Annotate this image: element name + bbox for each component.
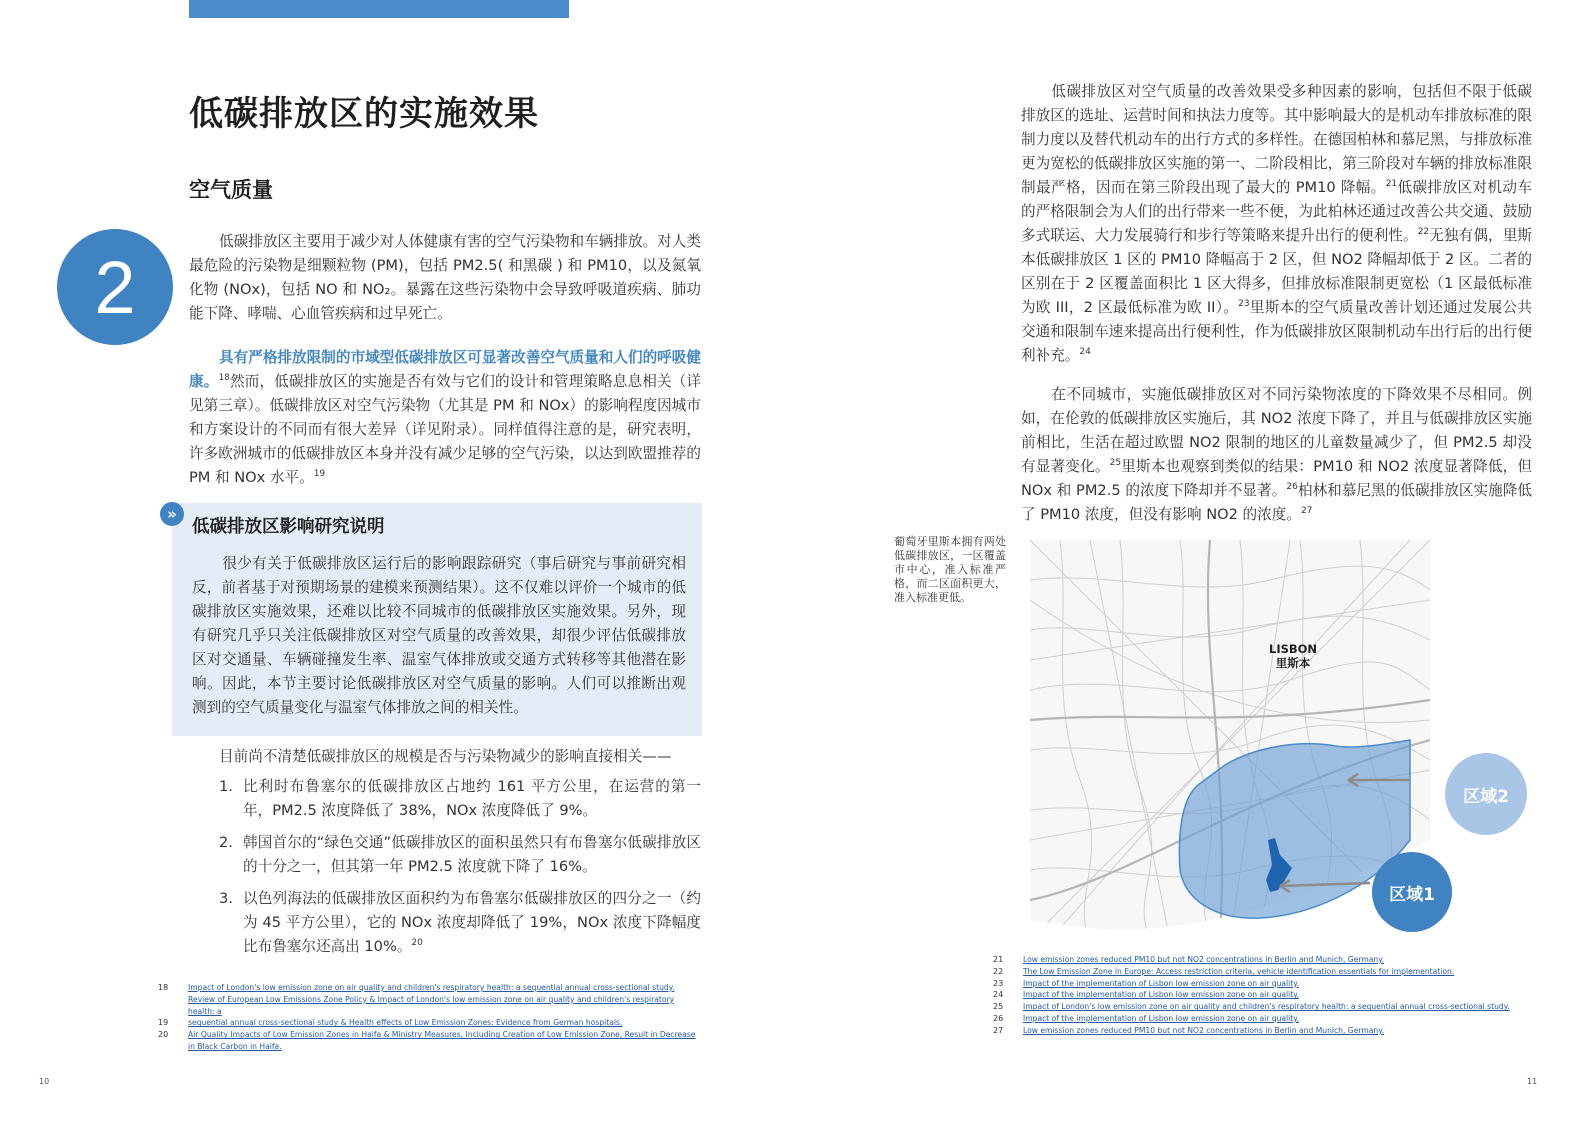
footnote-link[interactable]: Review of European Low Emissions Zone Policy & Impact of London's low emission zone on air quality and children's respiratory health: a bbox=[188, 994, 675, 1016]
footnote-ref[interactable]: 22 bbox=[1417, 227, 1430, 238]
chapter-title: 低碳排放区的实施效果 bbox=[189, 94, 539, 134]
city-name-en: LISBON bbox=[1269, 642, 1318, 656]
intro-paragraph-text: 低碳排放区主要用于减少对人体健康有害的空气污染物和车辆排放。对人类最危险的污染物是细颗粒物 (PM)，包括 PM2.5( 和黑碳 ) 和 PM10，以及氮氧化物 (NOx)，包括 NO 和 NO₂。暴露在这些污染物中会导致呼吸道疾病、肺功能下降、哮喘、心血管疾病和过早死亡。 bbox=[189, 233, 701, 322]
footnote-link[interactable]: Impact of London's low emission zone on air quality and children's respiratory health: a sequential annual cross-sectional study. bbox=[188, 983, 675, 992]
factors-text-d: 里斯本的空气质量改善计划还通过发展公共交通和限制车速来提高出行便利性，作为低碳排放区限制机动车出行后的出行便利补充。 bbox=[1021, 299, 1532, 364]
list-item-number: 1. bbox=[219, 778, 233, 795]
footnote-link[interactable]: Air Quality Impacts of Low Emission Zones in Haifa & Ministry Measures, Including Creation of Low Emission Zone, Result in Decrease in Black Carbon in Haifa. bbox=[188, 1030, 696, 1051]
footnote-ref[interactable]: 20 bbox=[411, 938, 423, 949]
intro-paragraph bbox=[189, 230, 701, 326]
footnote-ref[interactable]: 18 bbox=[218, 373, 230, 384]
footnote-link[interactable]: Impact of the implementation of Lisbon low emission zone on air quality. bbox=[1023, 1013, 1300, 1023]
list-item-text: 比利时布鲁塞尔的低碳排放区占地约 161 平方公里，在运营的第一年，PM2.5 浓度降低了 38%，NOx 浓度降低了 9%。 bbox=[243, 778, 701, 819]
footnote-ref[interactable]: 25 bbox=[1109, 458, 1122, 469]
zone1-badge[interactable]: 区域1 bbox=[1372, 852, 1452, 932]
top-accent-bar bbox=[189, 0, 569, 18]
highlight-paragraph-text: 然而，低碳排放区的实施是否有效与它们的设计和管理策略息息相关（详见第三章）。低碳排放区对空气污染物（尤其是 PM 和 NOx）的影响程度因城市和方案设计的不同而有很大差异（详见附录）。同样值得注意的是，研究表明，许多欧洲城市的低碳排放区本身并没有减少足够的空气污染，以达到欧盟推荐的 PM 和 NOx 水平。 bbox=[189, 373, 701, 486]
cities-text-a: 在不同城市，实施低碳排放区对不同污染物浓度的下降效果不尽相同。例如，在伦敦的低碳排放区实施后，其 NO2 浓度下降了，并且与低碳排放区实施前相比，生活在超过欧盟 NO2 限制的地区的儿童数量减少了，但 PM2.5 却没有显著变化。 bbox=[1021, 386, 1532, 475]
footnote-link[interactable]: Low emission zones reduced PM10 but not NO2 concentrations in Berlin and Munich, Germany. bbox=[1023, 955, 1385, 964]
footnote-number: 26 bbox=[993, 1013, 1004, 1023]
footnote bbox=[993, 1001, 1533, 1013]
city-name-zh: 里斯本 bbox=[1275, 656, 1311, 670]
footnote-number: 23 bbox=[993, 978, 1004, 988]
highlight-paragraph bbox=[189, 346, 701, 490]
list-item bbox=[219, 831, 701, 879]
footnote-number: 18 bbox=[158, 983, 169, 992]
footnote bbox=[158, 982, 703, 994]
footnote-ref[interactable]: 21 bbox=[1385, 179, 1398, 190]
list-item-number: 3. bbox=[219, 890, 233, 907]
list-item-number: 2. bbox=[219, 834, 233, 851]
footnote-link[interactable]: sequential annual cross-sectional study & Health effects of Low Emission Zones: Evidence from German hospitals. bbox=[188, 1018, 623, 1028]
page-number-right: 11 bbox=[1527, 1077, 1538, 1086]
footnote-number: 20 bbox=[158, 1030, 169, 1040]
footnote bbox=[158, 1017, 703, 1029]
lisbon-map bbox=[1030, 540, 1430, 940]
research-note-title: 低碳排放区影响研究说明 bbox=[192, 517, 385, 537]
footnote bbox=[993, 1013, 1533, 1025]
factors-text-b: 低碳排放区对机动车的严格限制会为人们的出行带来一些不便，为此柏林还通过改善公共交通、鼓励多式联运、大力发展骑行和步行等策略来提升出行的便利性。 bbox=[1021, 179, 1532, 244]
footnote-number: 25 bbox=[993, 1002, 1004, 1012]
cities-text-b: 里斯本也观察到类似的结果：PM10 和 NO2 浓度显著降低，但 NOx 和 PM2.5 的浓度下降却并不显著。 bbox=[1021, 458, 1532, 499]
footnote-ref[interactable]: 24 bbox=[1079, 347, 1091, 358]
footnote bbox=[993, 966, 1533, 978]
city-label bbox=[1269, 642, 1317, 670]
footnote-number: 22 bbox=[993, 966, 1004, 976]
footnote-number: 21 bbox=[993, 955, 1004, 964]
list-item-text: 以色列海法的低碳排放区面积约为布鲁塞尔低碳排放区的四分之一（约为 45 平方公里），它的 NOx 浓度却降低了 19%，NOx 浓度下降幅度比布鲁塞尔还高出 10%。 bbox=[243, 890, 701, 955]
footnote bbox=[158, 1029, 703, 1053]
list-item bbox=[219, 887, 701, 959]
factors-paragraph bbox=[1021, 80, 1532, 368]
footnote-number: 19 bbox=[158, 1018, 169, 1028]
footnotes-right bbox=[993, 954, 1533, 1037]
footnote bbox=[993, 954, 1533, 966]
city-examples-list bbox=[219, 775, 701, 967]
footnote bbox=[993, 1025, 1533, 1037]
factors-text-c: 无独有偶，里斯本低碳排放区 1 区的 PM10 降幅高于 2 区，但 NO2 降幅却低于 2 区。二者的区别在于 2 区覆盖面积比 1 区大得多，但排放标准限制更宽松（1 区最低标准为欧 III，2 区最低标准为欧 II）。 bbox=[1021, 227, 1532, 316]
section-title: 空气质量 bbox=[189, 178, 273, 202]
footnote-ref[interactable]: 26 bbox=[1286, 482, 1298, 493]
factors-text-a: 低碳排放区对空气质量的改善效果受多种因素的影响，包括但不限于低碳排放区的选址、运营时间和执法力度等。其中影响最大的是机动车排放标准的限制力度以及替代机动车的出行方式的多样性。在德国柏林和慕尼黑，与排放标准更为宽松的低碳排放区实施的第一、二阶段相比，第三阶段对车辆的排放标准限制最严格，因而在第三阶段出现了最大的 PM10 降幅。 bbox=[1021, 83, 1532, 196]
cities-paragraph bbox=[1021, 383, 1532, 527]
footnote-number: 27 bbox=[993, 1025, 1004, 1035]
page-number-left: 10 bbox=[39, 1077, 50, 1086]
zone2-badge[interactable]: 区域2 bbox=[1445, 753, 1527, 835]
cities-text-c: 柏林和慕尼黑的低碳排放区实施降低了 PM10 浓度，但没有影响 NO2 的浓度。 bbox=[1021, 482, 1532, 523]
list-intro: 目前尚不清楚低碳排放区的规模是否与污染物减少的影响直接相关—— bbox=[219, 748, 672, 765]
list-item-text: 韩国首尔的“绿色交通”低碳排放区的面积虽然只有布鲁塞尔低碳排放区的十分之一，但其第一年 PM2.5 浓度就下降了 16%。 bbox=[243, 834, 701, 875]
research-note-body: 很少有关于低碳排放区运行后的影响跟踪研究（事后研究与事前研究相反，前者基于对预期场景的建模来预测结果）。这不仅难以评价一个城市的低碳排放区实施效果，还难以比较不同城市的低碳排放区实施效果。另外，现有研究几乎只关注低碳排放区对空气质量的改善效果，却很少评估低碳排放区对交通量、车辆碰撞发生率、温室气体排放或交通方式转移等其他潜在影响。因此，本节主要讨论低碳排放区对空气质量的影响。人们可以推断出观测到的空气质量变化与温室气体排放之间的相关性。 bbox=[192, 555, 686, 716]
footnotes-left bbox=[158, 982, 703, 1053]
footnote-link[interactable]: Impact of London's low emission zone on air quality and children's respiratory health: a sequential annual cross-sectional study. bbox=[1023, 1002, 1510, 1012]
footnote-link[interactable]: The Low Emission Zone in Europe: Access restriction criteria, vehicle identification essentials for implementation. bbox=[1023, 966, 1455, 976]
double-chevron-icon: » bbox=[160, 502, 184, 526]
footnote bbox=[993, 978, 1533, 990]
footnote bbox=[158, 994, 703, 1018]
footnote-link[interactable]: Impact of the implementation of Lisbon low emission zone on air quality. bbox=[1023, 978, 1300, 988]
footnote bbox=[993, 989, 1533, 1001]
footnote-ref[interactable]: 27 bbox=[1300, 506, 1313, 517]
list-item bbox=[219, 775, 701, 823]
footnote-link[interactable]: Low emission zones reduced PM10 but not NO2 concentrations in Berlin and Munich, Germany. bbox=[1023, 1025, 1385, 1035]
chapter-number-badge: 2 bbox=[57, 229, 173, 345]
highlight-sentence: 具有严格排放限制的市域型低碳排放区可显著改善空气质量和人们的呼吸健康。 bbox=[189, 349, 701, 390]
footnote-link[interactable]: Impact of the implementation of Lisbon low emission zone on air quality. bbox=[1023, 990, 1300, 1000]
footnote-ref[interactable]: 19 bbox=[313, 469, 326, 480]
map-caption: 葡萄牙里斯本拥有两处低碳排放区，一区覆盖市中心，准入标准严格，而二区面积更大，准入标准更低。 bbox=[894, 535, 1006, 604]
footnote-ref[interactable]: 23 bbox=[1238, 299, 1250, 310]
research-note-text bbox=[192, 552, 686, 720]
footnote-number: 24 bbox=[993, 990, 1004, 1000]
